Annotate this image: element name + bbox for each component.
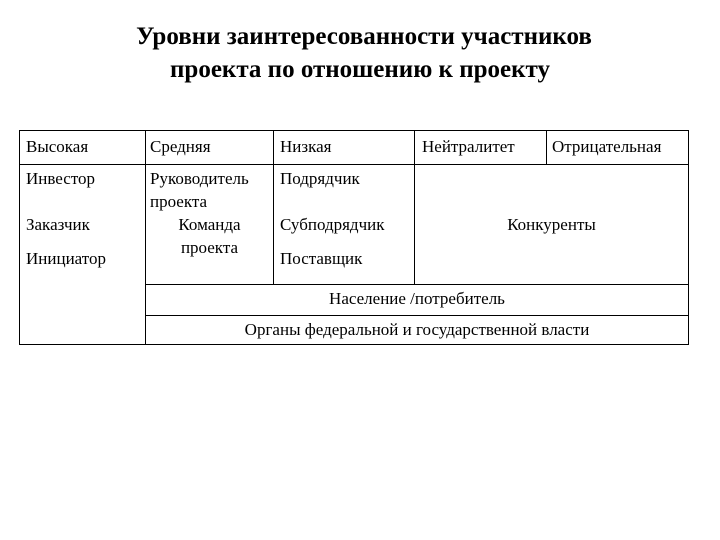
cell-project-manager-line1: Руководитель [150, 169, 249, 188]
cell-subcontractor: Субподрядчик [280, 215, 385, 234]
neutral-negative-divider [546, 130, 547, 165]
cell-population-consumer: Население /потребитель [329, 289, 505, 308]
title-line-2: проекта по отношению к проекту [170, 56, 550, 83]
table-top-border [19, 130, 689, 131]
cell-contractor: Подрядчик [280, 169, 360, 188]
cell-customer: Заказчик [26, 215, 90, 234]
header-neutral: Нейтралитет [422, 137, 515, 156]
header-negative: Отрицательная [552, 137, 662, 156]
cell-supplier: Поставщик [280, 249, 363, 268]
cell-investor: Инвестор [26, 169, 96, 188]
authorities-row-top-border [145, 315, 689, 316]
high-medium-divider [145, 130, 146, 345]
header-bottom-border [19, 164, 689, 165]
cell-competitors: Конкуренты [507, 215, 596, 234]
table-left-border [19, 130, 20, 345]
header-medium: Средняя [150, 137, 211, 156]
population-row-top-border [145, 284, 689, 285]
cell-government-authorities: Органы федеральной и государственной власти [244, 320, 590, 339]
low-neutral-divider [414, 130, 415, 285]
table-right-border [688, 130, 689, 345]
cell-project-team-line1: Команда [178, 215, 241, 234]
cell-project-manager-line2: проекта [150, 192, 208, 211]
table-bottom-border [19, 344, 689, 345]
header-high: Высокая [26, 137, 89, 156]
cell-project-team-line2: проекта [180, 238, 239, 257]
cell-initiator: Инициатор [26, 249, 106, 268]
header-low: Низкая [280, 137, 332, 156]
title-line-1: Уровни заинтересованности участников [136, 23, 592, 50]
medium-low-divider [273, 130, 274, 285]
